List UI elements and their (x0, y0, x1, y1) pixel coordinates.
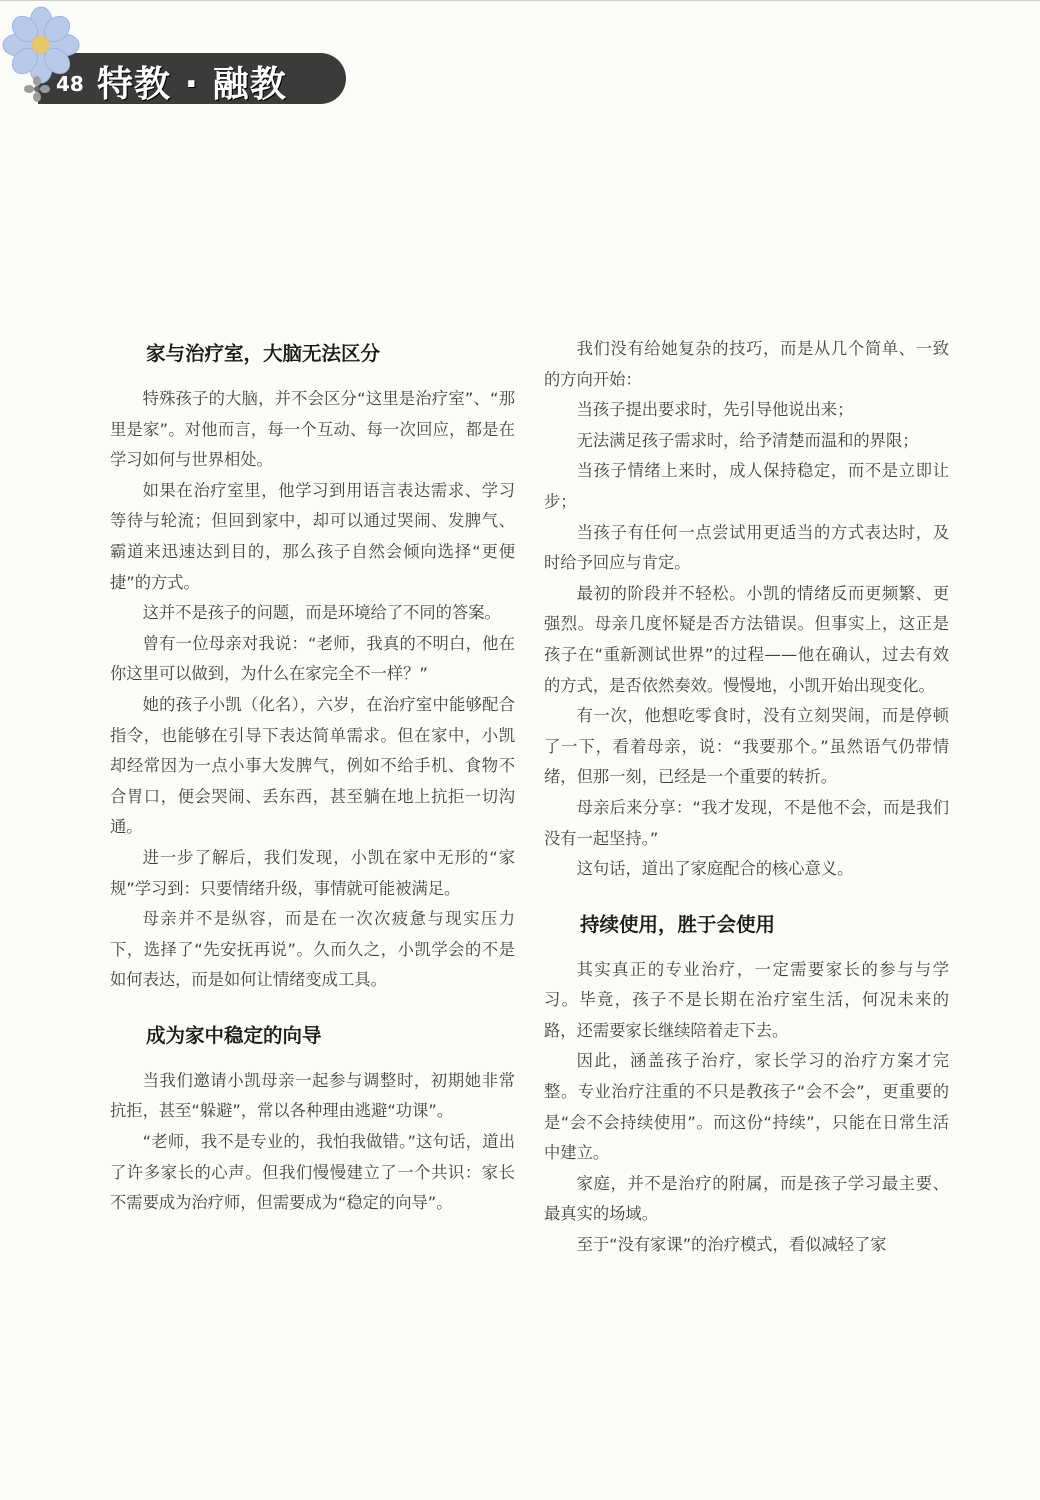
paragraph: 母亲并不是纵容，而是在一次次疲惫与现实压力下，选择了“先安抚再说”。久而久之，小凯学会的不是如何表达，而是如何让情绪变成工具。 (110, 909, 515, 990)
paragraph: 至于“没有家课”的治疗模式，看似减轻了家 (576, 1235, 887, 1255)
paragraph: 我们没有给她复杂的技巧，而是从几个简单、一致的方向开始： (544, 339, 949, 389)
paragraph: 最初的阶段并不轻松。小凯的情绪反而更频繁、更强烈。母亲几度怀疑是否方法错误。但事实上，这正是孩子在“重新测试世界”的过程——他在确认，过去有效的方式，是否依然奏效。慢慢地，小凯开始出现变化。 (544, 583, 949, 695)
paragraph: 因此，涵盖孩子治疗，家长学习的治疗方案才完整。专业治疗注重的不只是教孩子“会不会”，更重要的是“会不会持续使用”。而这份“持续”，只能在日常生活中建立。 (544, 1051, 949, 1163)
paragraph: 无法满足孩子需求时，给予清楚而温和的界限； (576, 430, 919, 450)
paragraph: 当孩子提出要求时，先引导他说出来； (576, 400, 854, 420)
section-title: 特教 · 融教 (97, 64, 287, 105)
page-number: 48 (56, 72, 84, 96)
article-column-left (110, 334, 515, 1219)
page-header (0, 0, 360, 120)
paragraph: 当我们邀请小凯母亲一起参与调整时，初期她非常抗拒，甚至“躲避”，常以各种理由逃避“功课”。 (110, 1070, 515, 1121)
paragraph: 她的孩子小凯（化名），六岁，在治疗室中能够配合指令，也能够在引导下表达简单需求。但在家中，小凯却经常因为一点小事大发脾气，例如不给手机、食物不合胃口，便会哭闹、丢东西，甚至躺在地上抗拒一切沟通。 (110, 694, 515, 837)
flower-icon-small (24, 76, 50, 102)
paragraph: 当孩子情绪上来时，成人保持稳定，而不是立即让步； (544, 461, 949, 511)
article-column-right (544, 334, 949, 1261)
paragraph: “老师，我不是专业的，我怕我做错。”这句话，道出了许多家长的心声。但我们慢慢建立了一个共识：家长不需要成为治疗师，但需要成为“稳定的向导”。 (110, 1132, 515, 1213)
paragraph: 母亲后来分享：“我才发现，不是他不会，而是我们没有一起坚持。” (544, 797, 949, 848)
paragraph: 如果在治疗室里，他学习到用语言表达需求、学习等待与轮流；但回到家中，却可以通过哭闹、发脾气、霸道来迅速达到目的，那么孩子自然会倾向选择“更便捷”的方式。 (110, 480, 515, 592)
paragraph: 有一次，他想吃零食时，没有立刻哭闹，而是停顿了一下，看着母亲，说：“我要那个。”虽然语气仍带情绪，但那一刻，已经是一个重要的转折。 (544, 706, 949, 787)
paragraph: 特殊孩子的大脑，并不会区分“这里是治疗室”、“那里是家”。对他而言，每一个互动、每一次回应，都是在学习如何与世界相处。 (110, 389, 515, 470)
paragraph: 曾有一位母亲对我说：“老师，我真的不明白，他在你这里可以做到，为什么在家完全不一样？” (110, 633, 515, 684)
section-heading: 成为家中稳定的向导 (146, 1023, 322, 1047)
paragraph: 当孩子有任何一点尝试用更适当的方式表达时，及时给予回应与肯定。 (544, 522, 949, 573)
section-heading: 家与治疗室，大脑无法区分 (146, 342, 381, 365)
paragraph: 进一步了解后，我们发现，小凯在家中无形的“家规”学习到：只要情绪升级，事情就可能被满足。 (110, 847, 515, 898)
section-heading: 持续使用，胜于会使用 (580, 912, 776, 936)
paragraph: 这并不是孩子的问题，而是环境给了不同的答案。 (142, 603, 501, 623)
paragraph: 其实真正的专业治疗，一定需要家长的参与与学习。毕竟，孩子不是长期在治疗室生活，何况未来的路，还需要家长继续陪着走下去。 (544, 959, 949, 1040)
paragraph: 家庭，并不是治疗的附属，而是孩子学习最主要、最真实的场域。 (544, 1173, 949, 1224)
paragraph: 这句话，道出了家庭配合的核心意义。 (576, 859, 854, 879)
